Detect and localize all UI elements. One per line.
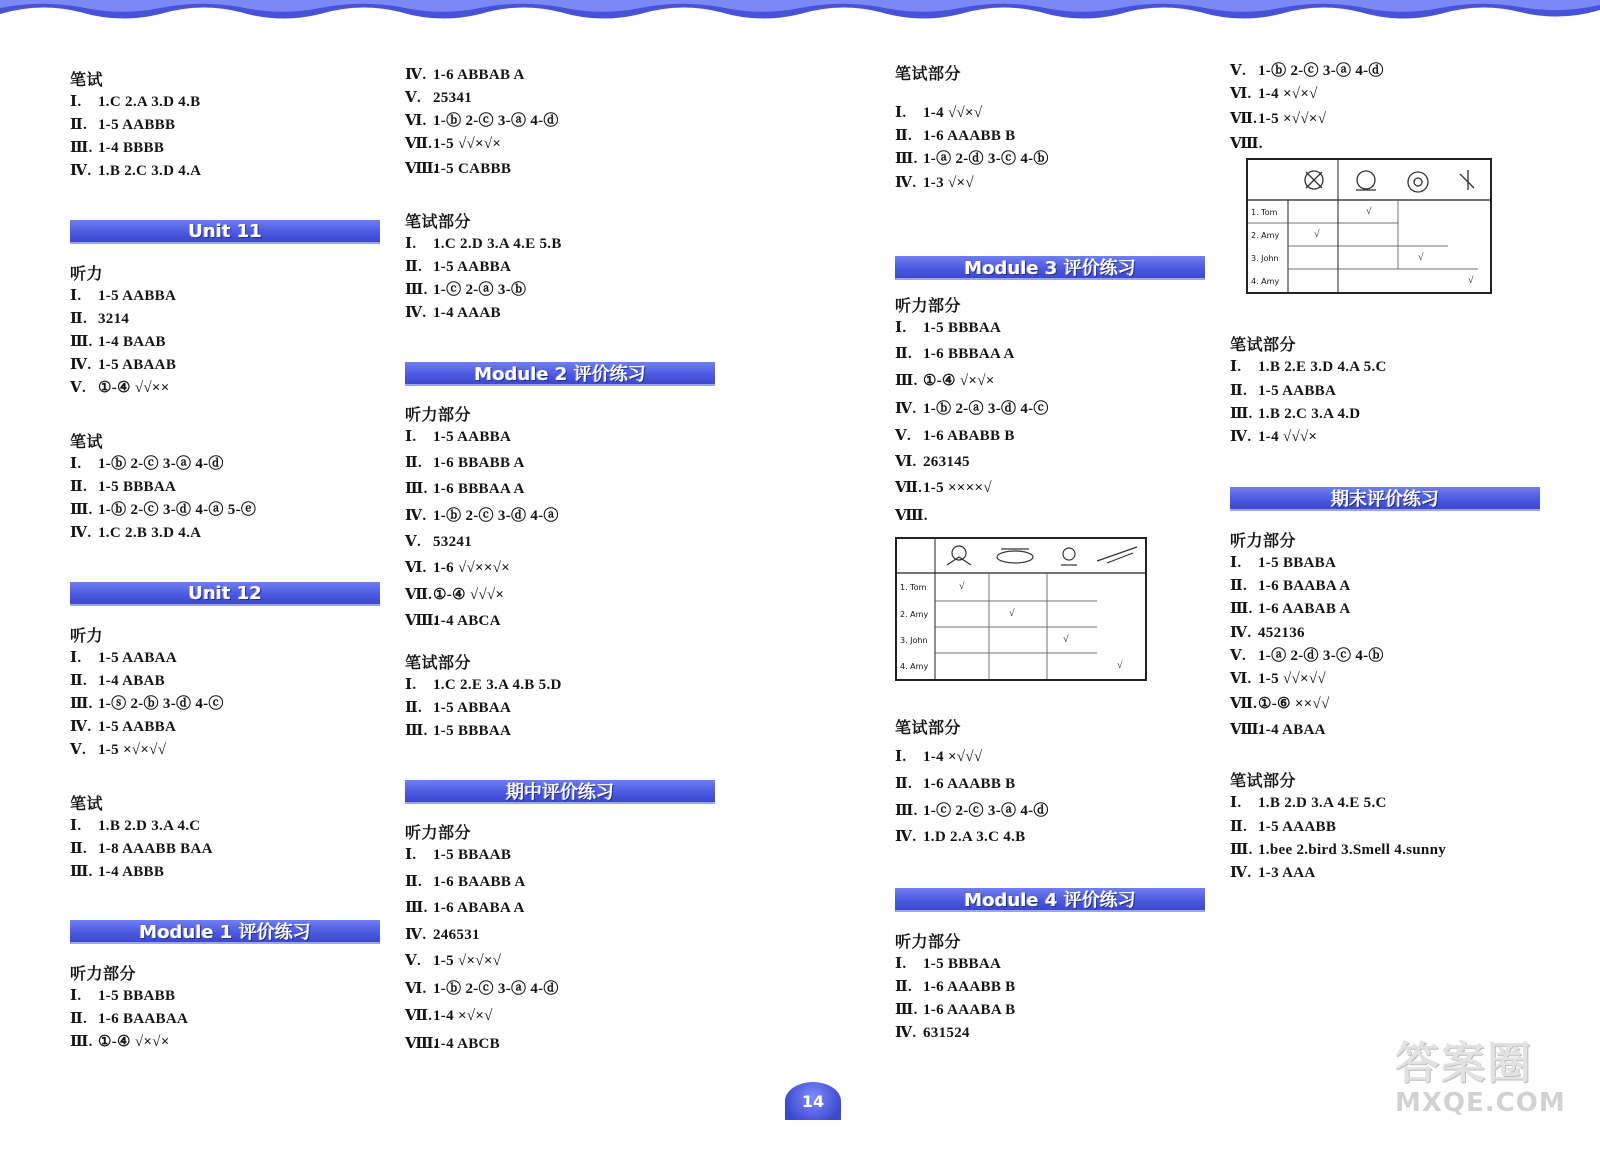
answer-line: Ⅶ.1-5 ×√√×√: [1230, 111, 1327, 127]
answer-line: Ⅴ. 25341: [405, 90, 472, 106]
check-mark-icon: √: [1009, 608, 1015, 619]
check-mark-icon: √: [1418, 252, 1424, 263]
midterm-banner: 期中评价练习: [405, 780, 715, 804]
answer-line: Ⅲ. 1.B 2.C 3.A 4.D: [1230, 406, 1361, 422]
answer-line: Ⅴ. 1-5 ×√×√√: [70, 742, 167, 758]
watermark-text: 答案圈: [1395, 1038, 1533, 1089]
answer-line: Ⅰ. 1.B 2.D 3.A 4.C: [70, 818, 201, 834]
answer-line: Ⅳ. 1-ⓑ 2-ⓒ 3-ⓓ 4-ⓐ: [405, 508, 559, 524]
table-row-label: 1. Tom: [1251, 208, 1278, 217]
answer-line: Ⅲ. ①-④ √×√×: [70, 1034, 170, 1050]
table-row-label: 3. John: [900, 636, 928, 645]
check-mark-icon: √: [1366, 206, 1372, 217]
unit-12-banner: Unit 12: [70, 582, 380, 606]
watermark-url: MXQE.COM: [1395, 1088, 1566, 1118]
section-heading: 听力部分: [895, 296, 962, 315]
answer-line: Ⅶ.1-5 √√×√×: [405, 136, 502, 152]
answer-line: Ⅱ. 1-5 AABBA: [1230, 383, 1337, 399]
decorative-wave-border: [0, 0, 1600, 24]
check-mark-icon: √: [1468, 275, 1474, 286]
answer-line: Ⅳ. 452136: [1230, 625, 1305, 641]
answer-line: Ⅳ. 1.B 2.C 3.D 4.A: [70, 163, 202, 179]
answer-line: Ⅲ. 1-4 BBBB: [70, 140, 165, 156]
page-number: 14: [785, 1082, 841, 1120]
matching-table: [895, 537, 1147, 681]
answer-line: Ⅳ. 1-6 ABBAB A: [405, 67, 525, 83]
answer-line: Ⅲ. 1-6 AAABA B: [895, 1002, 1016, 1018]
answer-line: Ⅰ. 1.B 2.E 3.D 4.A 5.C: [1230, 359, 1387, 375]
table-row-label: 2. Amy: [1251, 231, 1280, 240]
table-row-label: 4. Amy: [1251, 277, 1280, 286]
module-3-banner: Module 3 评价练习: [895, 256, 1205, 280]
answer-line: Ⅷ.1-4 ABAA: [1230, 722, 1326, 738]
answer-line: Ⅱ. 1-6 BAABA A: [1230, 578, 1351, 594]
answer-line: Ⅲ. 1-4 BAAB: [70, 334, 166, 350]
answer-line: Ⅱ. 1-6 AAABB B: [895, 979, 1016, 995]
section-heading: 听力: [70, 264, 104, 283]
check-mark-icon: √: [1314, 229, 1320, 240]
watermark-logo: [1395, 1040, 1565, 1130]
answer-line: Ⅴ. 1-ⓑ 2-ⓒ 3-ⓐ 4-ⓓ: [1230, 63, 1384, 79]
answer-line: Ⅰ. 1-4 √√×√: [895, 105, 983, 121]
answer-line: Ⅲ. 1-6 AABAB A: [1230, 601, 1351, 617]
answer-line: Ⅱ. 1-8 AAABB BAA: [70, 841, 213, 857]
answer-line: Ⅰ. 1.C 2.E 3.A 4.B 5.D: [405, 677, 562, 693]
pictogram-icon: [1305, 170, 1474, 192]
section-heading: 笔试部分: [405, 653, 472, 672]
answer-line: Ⅳ. 1-5 ABAAB: [70, 357, 177, 373]
table-row-label: 2. Amy: [900, 610, 929, 619]
answer-line: Ⅰ. 1.C 2.A 3.D 4.B: [70, 94, 201, 110]
answer-line: Ⅰ. 1-5 BBBAA: [895, 320, 1002, 336]
answer-line: Ⅴ. 1-ⓐ 2-ⓓ 3-ⓒ 4-ⓑ: [1230, 648, 1384, 664]
answer-line: Ⅵ. 1-4 ×√×√: [1230, 86, 1318, 102]
answer-line: Ⅰ. 1-5 BBABB: [70, 988, 176, 1004]
answer-line: Ⅴ. 1-5 √×√×√: [405, 953, 502, 969]
answer-line: Ⅳ. 631524: [895, 1025, 970, 1041]
answer-line: Ⅴ. 1-6 ABABB B: [895, 428, 1015, 444]
answer-line: Ⅰ. 1-5 BBABA: [1230, 555, 1337, 571]
answer-line: Ⅲ. ①-④ √×√×: [895, 373, 995, 389]
module-4-banner: Module 4 评价练习: [895, 888, 1205, 912]
section-heading: 笔试部分: [405, 212, 472, 231]
section-heading: 听力: [70, 626, 104, 645]
answer-line: Ⅱ. 1-5 AABBA: [405, 259, 512, 275]
check-mark-icon: √: [1063, 634, 1069, 645]
check-mark-icon: √: [959, 581, 965, 592]
answer-line: Ⅱ. 1-6 AAABB B: [895, 128, 1016, 144]
section-heading: 笔试部分: [895, 718, 962, 737]
table-grid: [897, 539, 1145, 679]
answer-line: Ⅳ. 246531: [405, 927, 480, 943]
table-row-label: 1. Tom: [900, 583, 927, 592]
answer-line: Ⅶ.1-4 ×√×√: [405, 1008, 493, 1024]
answer-line: Ⅷ.1-4 ABCB: [405, 1036, 500, 1052]
section-heading: 笔试: [70, 432, 104, 451]
answer-line: Ⅱ. 1-6 BAABAA: [70, 1011, 189, 1027]
answer-line: Ⅵ. 1-6 √√××√×: [405, 560, 511, 576]
answer-line: Ⅳ. 1.C 2.B 3.D 4.A: [70, 525, 202, 541]
answer-line: Ⅰ. 1-5 AABAA: [70, 650, 177, 666]
answer-line: Ⅲ. 1-5 BBBAA: [405, 723, 512, 739]
answer-line: Ⅱ. 1-5 ABBAA: [405, 700, 512, 716]
answer-line: Ⅰ. 1-5 BBBAA: [895, 956, 1002, 972]
section-heading: 笔试: [70, 794, 104, 813]
answer-line: Ⅳ. 1-4 √√√×: [1230, 429, 1318, 445]
module-2-banner: Module 2 评价练习: [405, 362, 715, 386]
answer-line: Ⅰ. 1-5 AABBA: [405, 429, 512, 445]
table-row-label: 4. Amy: [900, 662, 929, 671]
answer-line: Ⅲ. 1-ⓑ 2-ⓒ 3-ⓓ 4-ⓐ 5-ⓔ: [70, 502, 257, 518]
answer-line: Ⅳ. 1-ⓑ 2-ⓐ 3-ⓓ 4-ⓒ: [895, 401, 1049, 417]
answer-line: Ⅲ. 1-ⓒ 2-ⓒ 3-ⓐ 4-ⓓ: [895, 803, 1049, 819]
section-heading: 听力部分: [405, 405, 472, 424]
answer-line: Ⅰ. 1.B 2.D 3.A 4.E 5.C: [1230, 795, 1387, 811]
answer-line: Ⅱ. 1-6 AAABB B: [895, 776, 1016, 792]
section-heading: 听力部分: [405, 823, 472, 842]
unit-11-banner: Unit 11: [70, 220, 380, 244]
answer-line: Ⅳ. 1-3 AAA: [1230, 865, 1316, 881]
answer-line: Ⅳ. 1.D 2.A 3.C 4.B: [895, 829, 1026, 845]
answer-line: Ⅲ. 1-ⓢ 2-ⓑ 3-ⓓ 4-ⓒ: [70, 696, 224, 712]
answer-line: Ⅱ. 1-6 BAABB A: [405, 874, 526, 890]
answer-line: Ⅷ.1-4 ABCA: [405, 613, 501, 629]
answer-line: Ⅱ. 1-5 AAABB: [1230, 819, 1337, 835]
answer-line: Ⅷ.: [895, 508, 928, 524]
answer-line: Ⅲ. 1-ⓒ 2-ⓐ 3-ⓑ: [405, 282, 527, 298]
section-heading: 听力部分: [70, 964, 137, 983]
answer-line: Ⅰ. 1-ⓑ 2-ⓒ 3-ⓐ 4-ⓓ: [70, 456, 224, 472]
answer-line: Ⅰ. 1.C 2.D 3.A 4.E 5.B: [405, 236, 562, 252]
section-heading: 听力部分: [1230, 531, 1297, 550]
answer-line: Ⅵ. 1-5 √√×√√: [1230, 671, 1326, 687]
answer-line: Ⅲ. 1.bee 2.bird 3.Smell 4.sunny: [1230, 842, 1447, 858]
answer-line: Ⅵ. 1-ⓑ 2-ⓒ 3-ⓐ 4-ⓓ: [405, 113, 559, 129]
answer-line: Ⅴ. 53241: [405, 534, 472, 550]
section-heading: 笔试部分: [1230, 771, 1297, 790]
answer-line: Ⅱ. 1-6 BBBAA A: [895, 346, 1015, 362]
answer-line: Ⅲ. 1-6 ABABA A: [405, 900, 525, 916]
check-mark-icon: √: [1117, 660, 1123, 671]
answer-line: Ⅳ. 1-5 AABBA: [70, 719, 177, 735]
answer-line: Ⅰ. 1-5 BBAAB: [405, 847, 512, 863]
answer-line: Ⅱ. 1-5 AABBB: [70, 117, 176, 133]
section-heading: 听力部分: [895, 932, 962, 951]
answer-line: Ⅶ.①-⑥ ××√√: [1230, 696, 1330, 712]
section-heading: 笔试: [70, 70, 104, 89]
answer-line: Ⅱ. 3214: [70, 311, 130, 327]
answer-line: Ⅳ. 1-4 AAAB: [405, 305, 501, 321]
answer-line: Ⅲ. 1-ⓐ 2-ⓓ 3-ⓒ 4-ⓑ: [895, 151, 1049, 167]
final-exam-banner: 期末评价练习: [1230, 487, 1540, 511]
answer-line: Ⅶ.1-5 ××××√: [895, 480, 992, 496]
answer-line: Ⅱ. 1-6 BBABB A: [405, 455, 525, 471]
section-heading: 笔试部分: [895, 64, 962, 83]
answer-line: Ⅱ. 1-5 BBBAA: [70, 479, 177, 495]
answer-line: Ⅶ.①-④ √√√×: [405, 587, 505, 603]
answer-line: Ⅰ. 1-5 AABBA: [70, 288, 177, 304]
answer-line: Ⅵ. 1-ⓑ 2-ⓒ 3-ⓐ 4-ⓓ: [405, 981, 559, 997]
pictogram-icon: [947, 546, 1137, 565]
answer-line: Ⅰ. 1-4 ×√√√: [895, 749, 983, 765]
section-heading: 笔试部分: [1230, 335, 1297, 354]
module-1-banner: Module 1 评价练习: [70, 920, 380, 944]
answer-line: Ⅳ. 1-3 √×√: [895, 175, 974, 191]
answer-line: Ⅷ.1-5 CABBB: [405, 161, 512, 177]
table-grid: [1248, 160, 1490, 292]
answer-line: Ⅵ. 263145: [895, 454, 970, 470]
answer-line: Ⅴ. ①-④ √√××: [70, 380, 170, 396]
table-row-label: 3. John: [1251, 254, 1279, 263]
answer-line: Ⅷ.: [1230, 136, 1263, 152]
answer-line: Ⅲ. 1-4 ABBB: [70, 864, 165, 880]
answer-line: Ⅱ. 1-4 ABAB: [70, 673, 165, 689]
matching-table: [1246, 158, 1492, 294]
answer-line: Ⅲ. 1-6 BBBAA A: [405, 481, 525, 497]
